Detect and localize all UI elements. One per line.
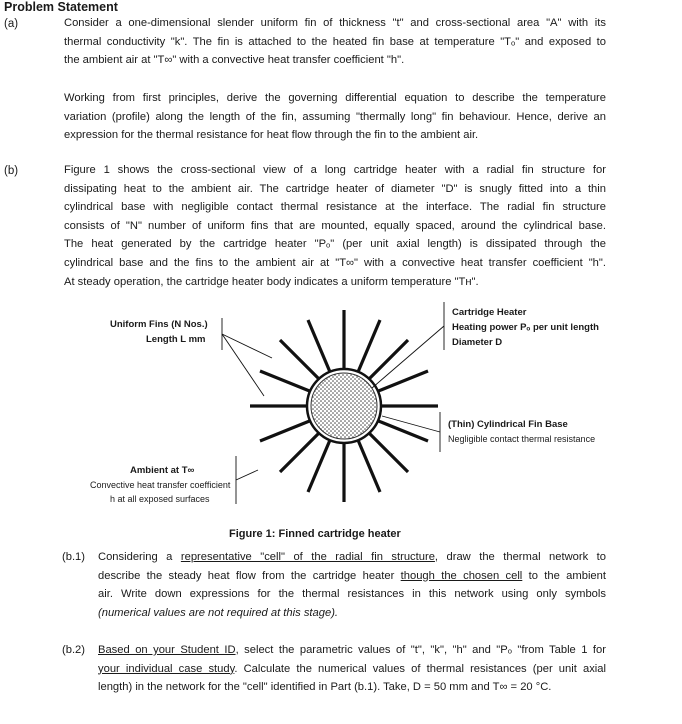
text-line (98, 548, 606, 567)
ambient-label-2: Convective heat transfer coefficient (90, 480, 231, 490)
underlined-text: your individual case study (98, 662, 235, 675)
text-line: cylindrical base and the fins to the ambient air at "T∞" with a convective heat transfer coefficient "h". (64, 256, 606, 269)
fin (376, 371, 428, 392)
underlined-text: though the chosen cell (400, 569, 523, 582)
text-line (98, 660, 606, 679)
ambient-label-3: h at all exposed surfaces (110, 494, 210, 504)
fin (358, 440, 380, 492)
part-b-paragraph (64, 161, 606, 291)
fin (280, 433, 319, 472)
text-line: Figure 1 shows the cross-sectional view of a long cartridge heater with a radial fin structure for (64, 164, 606, 176)
fin (308, 320, 330, 372)
fin (369, 433, 408, 472)
text-line: length) in the network for the "cell" identified in Part (b.1). Take, D = 50 mm and T∞ = 20 °C. (98, 681, 552, 694)
fin (280, 340, 319, 379)
heater-label-2: Heating power Pₒ per unit length (452, 322, 599, 333)
fin (260, 371, 312, 392)
text-run: . Calculate the numerical values of thermal resistances (per unit axial (234, 662, 606, 675)
problem-title: Problem Statement (4, 0, 118, 14)
text-line: expression for the thermal resistance for heat flow through the fin to the ambient air. (64, 129, 479, 142)
base-leader (382, 416, 440, 432)
text-line: Consider a one-dimensional slender uniform fin of thickness "t" and cross-sectional area "A" with its (64, 17, 606, 29)
part-a-label: (a) (4, 18, 19, 30)
underlined-text: representative "cell" of the radial fin structure (180, 551, 435, 563)
text-line (98, 641, 606, 660)
text-run: Considering a (98, 551, 181, 563)
text-line: dissipating heat to the ambient air. The cartridge heater of diameter "D" is snugly fitted into a thin (64, 182, 606, 195)
text-line: the ambient air at "T∞" with a convective heat transfer coefficient "h". (64, 54, 405, 67)
ambient-leader (236, 470, 258, 480)
fins-label-2: Length L mm (146, 334, 206, 345)
fin (369, 340, 408, 379)
b2-paragraph (98, 641, 606, 697)
text-line: Working from first principles, derive the governing differential equation to describe the temperature (64, 92, 606, 104)
text-line: cylindrical base with negligible contact thermal resistance at the interface. The radial fin structure (64, 201, 606, 214)
text-line: At steady operation, the cartridge heater body indicates a uniform temperature "Tʜ". (64, 275, 479, 288)
text-line: (numerical values are not required at this stage). (98, 606, 339, 619)
text-run: , select the parametric values of "t", "k", "h" and "Pₒ "from Table 1 for (235, 644, 606, 656)
text-line: The heat generated by the cartridge heater "Pₒ" (per unit axial length) is dissipated through the (64, 238, 606, 251)
fin (308, 440, 330, 492)
text-run: to the ambient (522, 569, 606, 582)
text-line: variation (profile) along the length of the fin, assuming "thermally long" fin behaviour. Hence, derive an (64, 110, 606, 123)
b1-label: (b.1) (62, 551, 86, 563)
figure-caption: Figure 1: Finned cartridge heater (229, 528, 401, 540)
cartridge-heater (311, 373, 377, 439)
part-a-paragraph-1 (64, 14, 606, 70)
part-b-label: (b) (4, 165, 19, 177)
fins-leader (222, 334, 264, 396)
heater-label-1: Cartridge Heater (452, 307, 527, 318)
fins-label-1: Uniform Fins (N Nos.) (110, 319, 208, 330)
base-label-1: (Thin) Cylindrical Fin Base (448, 419, 568, 430)
text-line: thermal conductivity "k". The fin is attached to the heated fin base at temperature "Tₒ" and exposed to (64, 35, 606, 48)
text-line (98, 567, 606, 586)
base-label-2: Negligible contact thermal resistance (448, 434, 596, 444)
text-run: , draw the thermal network to (434, 551, 607, 563)
text-run: describe the steady heat flow from the cartridge heater (98, 569, 401, 582)
fin (260, 420, 312, 441)
text-line: air. Write down expressions for the thermal resistances in this network using only symbols (98, 588, 606, 601)
text-line: consists of "N" number of uniform fins that are mounted, equally spaced, around the cylindrical base. (64, 219, 606, 232)
part-a-paragraph-2 (64, 89, 606, 145)
fin (376, 420, 428, 441)
fins-leader (222, 334, 272, 358)
b1-paragraph (98, 548, 606, 622)
b2-label: (b.2) (62, 644, 86, 656)
heater-label-3: Diameter D (452, 337, 503, 348)
ambient-label-1: Ambient at T∞ (130, 465, 195, 476)
underlined-text: Based on your Student ID (98, 644, 236, 656)
fin (358, 320, 380, 372)
